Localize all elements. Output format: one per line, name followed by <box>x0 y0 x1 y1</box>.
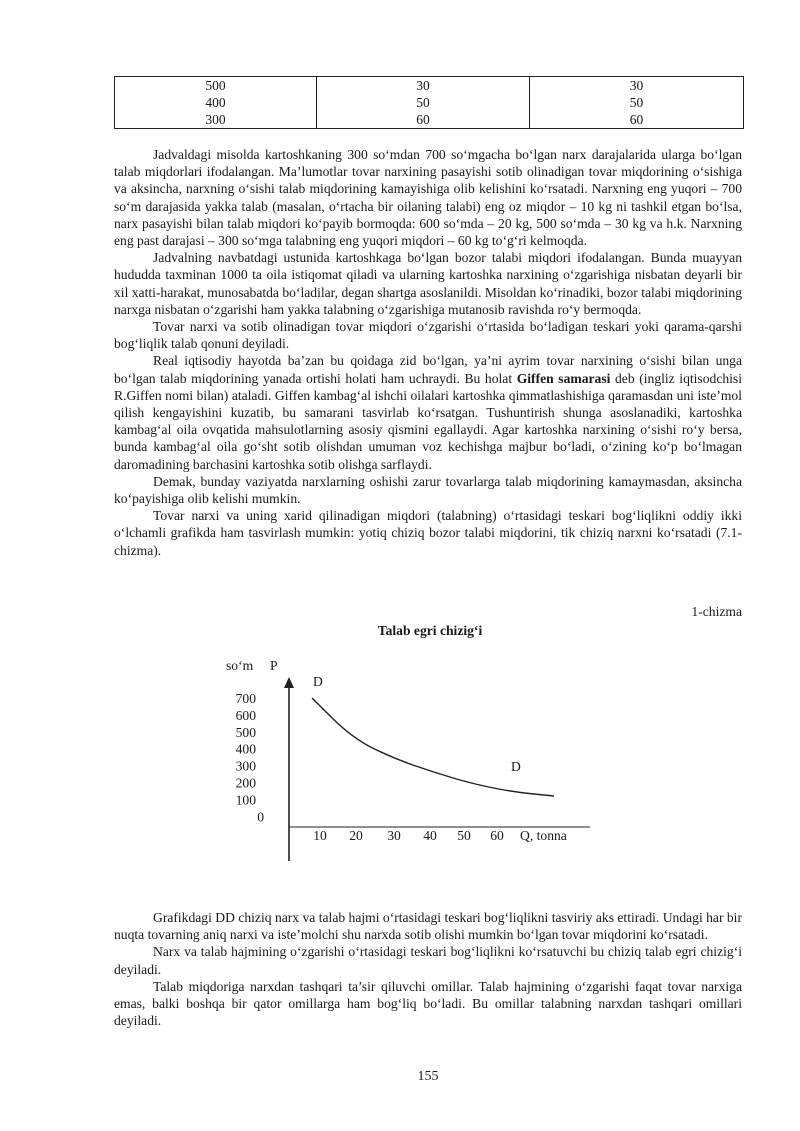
page-number: 155 <box>417 1069 439 1084</box>
curve-label-start: D <box>313 674 323 689</box>
table-column-price <box>115 77 317 129</box>
paragraph: Tovar narxi va sotib olinadigan tovar miqdori o‘zgarishi o‘rtasida bo‘ladigan teskari yoki qarama-qarshi bog‘liqlik talab qonuni deyiladi. <box>114 319 742 352</box>
paragraph: Narx va talab hajmining o‘zgarishi o‘rtasidagi teskari bog‘liqlikni ko‘rsatuvchi bu chiziq talab egri chizig‘i deyiladi. <box>114 944 742 977</box>
table-cell: 30 <box>416 78 430 93</box>
body-text-bottom <box>114 909 742 1029</box>
table-cell: 50 <box>629 95 644 110</box>
y-axis-unit-label: so‘m <box>226 658 254 673</box>
paragraph: Tovar narxi va uning xarid qilinadigan miqdori (talabning) o‘rtasidagi teskari bog‘liqlikni oddiy ikki o‘lchamli grafikda ham tasvirlash mumkin: yotiq chiziq bozor talabi miqdorini, tik chiziq narxni ko‘rsatadi (7.1-chizma). <box>114 508 742 558</box>
table-cell: 500 <box>205 78 226 93</box>
x-tick-labels <box>313 828 504 843</box>
y-tick-label: 500 <box>235 724 256 740</box>
paragraph-giffen <box>114 352 742 472</box>
x-tick-label: 30 <box>387 828 401 843</box>
y-tick-labels <box>236 691 265 824</box>
giffen-term: Giffen samarasi <box>516 370 611 386</box>
x-tick-label: 50 <box>457 828 471 843</box>
table-column-market-demand <box>530 77 744 129</box>
table-cell: 60 <box>416 112 430 127</box>
y-axis-label: P <box>270 658 278 673</box>
price-quantity-table <box>114 76 744 129</box>
figure-label: 1-chizma <box>691 604 742 619</box>
paragraph: Demak, bunday vaziyatda narxlarning oshishi zarur tovarlarga talab miqdorining kamaymasdan, aksincha ko‘payishiga olib kelishi mumkin. <box>114 473 742 507</box>
y-axis-arrow-icon <box>284 677 294 688</box>
paragraph: Jadvalning navbatdagi ustunida kartoshkaga bo‘lgan bozor talabi miqdori ifodalangan. Bunda muayyan hududda taxminan 1000 ta oila istiqomat qiladi va ularning kartoshka narxining o‘zgarishiga nisbatan deyarli bir xil xatti-harakat, munosabatda bo‘ladilar, degan shartga asoslanildi. Misoldan ko‘rinadiki, bozor talabi miqdorining narxga nisbatan o‘zgarishi ham yakka talabning o‘zgarishiga mutanosib ravishda ro‘y bermoqda. <box>114 250 743 317</box>
demand-curve <box>312 698 554 796</box>
x-tick-label: 60 <box>490 828 504 843</box>
y-tick-label: 600 <box>235 707 256 723</box>
y-tick-label: 200 <box>235 775 256 791</box>
table-column-individual-demand <box>317 77 530 129</box>
paragraph: Jadvaldagi misolda kartoshkaning 300 so‘mdan 700 so‘mgacha bo‘lgan narx darajalarida ularga bo‘lgan talab miqdorlari ifodalangan. Ma’lumotlar tovar narxining pasayishi sotib olinadigan tovar miqdorining o‘sishiga va aksincha, narxning o‘sishi talab miqdorining kamayishiga olib kelishini ko‘rsatadi. Narxning eng yuqori – 700 so‘m darajasida yakka talab (masalan, o‘rtacha bir oilaning talabi) eng oz miqdor – 10 kg ni tashkil etgan bo‘lsa, narx pasayishi bilan talab miqdori ko‘payib bormoqda: 600 so‘mda – 20 kg, 500 so‘mda – 30 kg va h.k. Narxning eng past darajasi – 300 so‘mga talabning eng yuqori miqdori – 60 kg to‘g‘ri kelmoqda. <box>114 147 742 249</box>
x-tick-label: 20 <box>349 828 363 843</box>
table-cell: 300 <box>205 112 226 127</box>
demand-curve-chart <box>210 650 600 870</box>
curve-label-end: D <box>511 759 521 774</box>
table-cell: 400 <box>205 95 226 110</box>
y-tick-label: 0 <box>257 809 264 825</box>
x-axis-label: Q, tonna <box>520 828 567 843</box>
y-tick-label: 100 <box>235 792 256 808</box>
x-tick-label: 10 <box>313 828 327 843</box>
table-cell: 60 <box>629 112 644 127</box>
table-cell: 30 <box>629 78 644 93</box>
paragraph: Grafikdagi DD chiziq narx va talab hajmi o‘rtasidagi teskari bog‘liqlikni tasviriy aks ettiradi. Undagi har bir nuqta tovarning aniq narxi va iste’molchi shu narxda sotib olishi mumkin bo‘lgan tovar miqdorini ko‘rsatadi. <box>114 910 742 943</box>
x-tick-label: 40 <box>423 828 437 843</box>
table-cell: 50 <box>416 95 430 110</box>
y-tick-label: 300 <box>235 758 256 774</box>
y-tick-label: 400 <box>235 741 256 757</box>
paragraph: Talab miqdoriga narxdan tashqari ta’sir qiluvchi omillar. Talab hajmining o‘zgarishi faqat tovar narxiga emas, balki boshqa bir qator omillarga ham bog‘liq bo‘ladi. Bu omillar talabning narxdan tashqari omillari deyiladi. <box>114 978 742 1029</box>
figure-title: Talab egri chizig‘i <box>377 623 483 638</box>
body-text-top <box>114 146 742 559</box>
giffen-text-before: Real iqtisodiy hayotda ba’zan bu qoidaga zid bo‘lgan, ya’ni ayrim tovar narxining o‘sishi bilan unga bo‘lgan talab miqdorining yanada ortishi holati ham uchraydi. Bu holat <box>114 353 742 386</box>
y-tick-label: 700 <box>235 691 256 706</box>
giffen-text-after: deb (ingliz iqtisodchisi R.Giffen nomi bilan) ataladi. Giffen kambag‘al ishchi oilalari kartoshka qimmatlashishiga qaramasdan uni iste’mol qilish kengayishini kuzatib, bu samarani tasvirlab ko‘rsatgan. Tushuntirish shunga asoslanadiki, kartoshka kambag‘al oila ovqatida mahsulotlarning asosiy qismini egallaydi. Agar kartoshka narxining o‘sishi ro‘y bersa, bunda kambag‘al oila go‘sht sotib olishdan umuman voz kechishga majbur bo‘ladi, o‘zining ko‘p bo‘lmagan daromadining barchasini kartoshka sotib olishga sarflaydi. <box>114 370 742 472</box>
